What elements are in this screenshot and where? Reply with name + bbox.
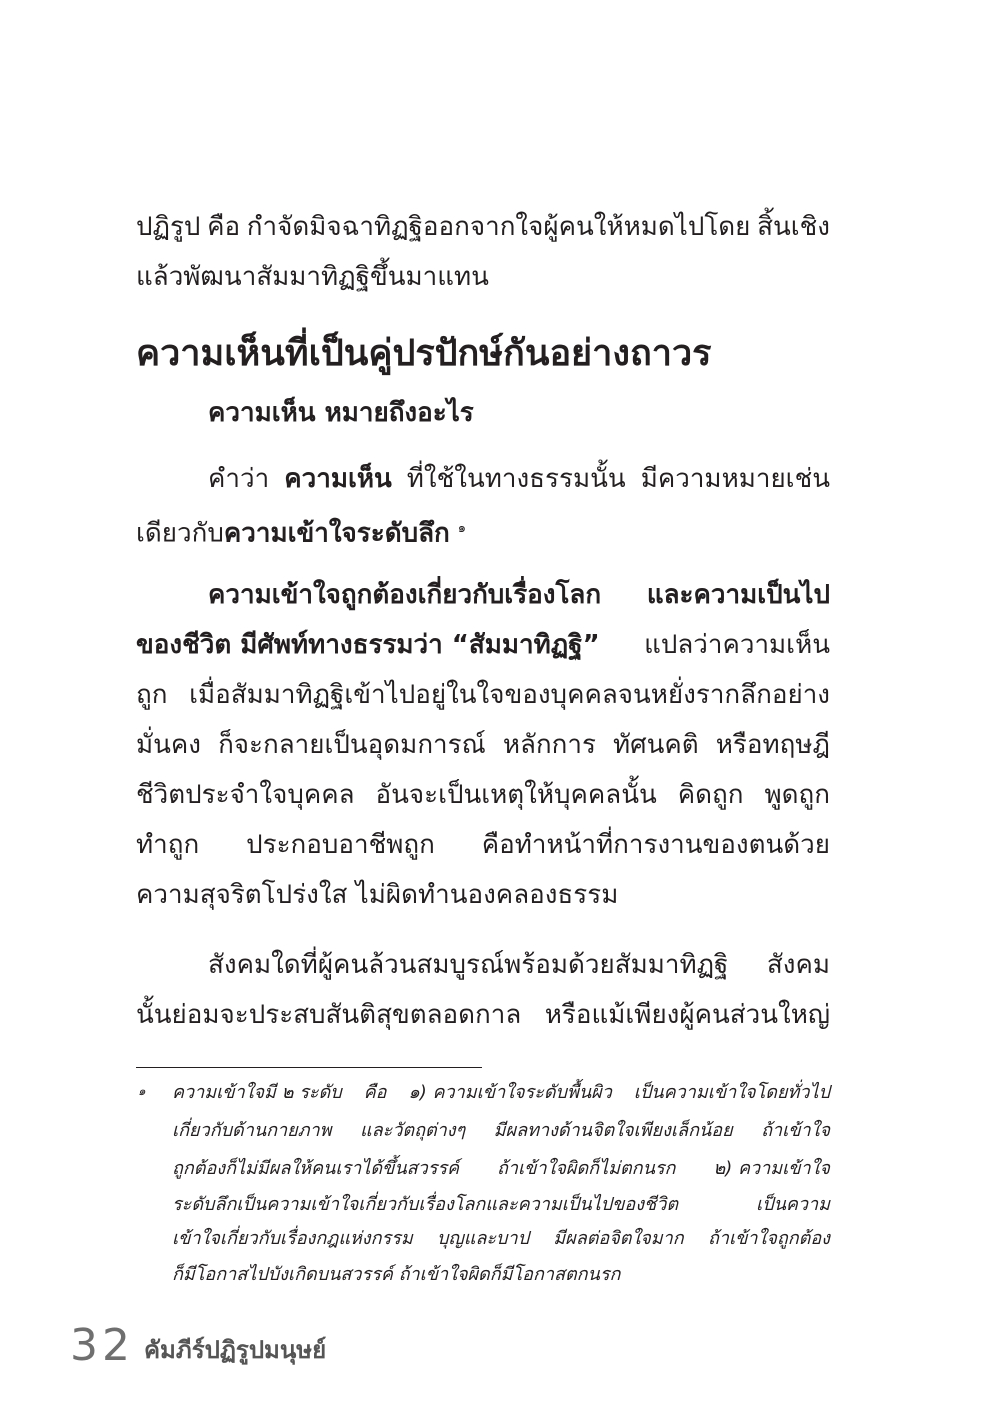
intro-line-2: แล้วพัฒนาสัมมาทิฏฐิขึ้นมาแทน	[136, 262, 489, 292]
para1-line-1	[136, 458, 830, 500]
text-segment: ประกอบอาชีพถูก	[246, 830, 435, 860]
text-segment: อันจะเป็นเหตุให้บุคคลนั้น	[375, 780, 657, 810]
text-segment: เป็นความ	[755, 1194, 830, 1215]
footnote-line-3	[172, 1154, 830, 1184]
text-segment: ถูกต้องก็ไม่มีผลให้คนเราได้ขึ้นสวรรค์	[172, 1158, 460, 1179]
para2-line-4	[136, 724, 830, 766]
text-segment: มีความหมายเช่น	[640, 464, 830, 494]
text-segment: เมื่อสัมมาทิฏฐิเข้าไปอยู่ในใจของบุคคลจนหยั่งรากลึกอย่าง	[189, 680, 830, 710]
text-segment: ๑) ความเข้าใจระดับพื้นผิว	[408, 1082, 612, 1103]
text-segment: แปลว่าความเห็น	[644, 630, 830, 660]
text-segment: บุญและบาป	[436, 1228, 530, 1249]
text-segment: นั้นย่อมจะประสบสันติสุขตลอดกาล	[136, 1000, 522, 1030]
footnote-mark: ๑	[138, 1084, 146, 1098]
text-segment: ก็จะกลายเป็นอุดมการณ์	[218, 730, 486, 760]
text-segment: และความเป็นไป	[646, 580, 830, 610]
footnote-divider	[136, 1067, 482, 1068]
para1-line-2	[136, 508, 830, 555]
text-segment: หลักการ	[502, 730, 596, 760]
bold-term: ของชีวิต มีศัพท์ทางธรรมว่า “สัมมาทิฏฐิ”	[136, 630, 600, 660]
text-segment: ความเข้าใจถูกต้องเกี่ยวกับเรื่องโลก	[208, 580, 602, 610]
text-segment: คำว่า	[208, 464, 270, 494]
para2-line-7: ความสุจริตโปร่งใส ไม่ผิดทำนองคลองธรรม	[136, 880, 619, 910]
text-segment: หรือแม้เพียงผู้คนส่วนใหญ่	[544, 1000, 830, 1030]
text-segment: ถ้าเข้าใจถูกต้อง	[707, 1228, 830, 1249]
text-segment: เป็นความเข้าใจโดยทั่วไป	[633, 1082, 830, 1103]
text-segment: ชีวิตประจำใจบุคคล	[136, 780, 355, 810]
text-segment: มีผลทางด้านจิตใจเพียงเล็กน้อย	[493, 1120, 733, 1141]
para2-line-3	[136, 674, 830, 716]
footnote-line-6: ก็มีโอกาสไปบังเกิดบนสวรรค์ ถ้าเข้าใจผิดก็มีโอกาสตกนรก	[172, 1264, 621, 1285]
text-segment: ปฏิรูป	[136, 212, 201, 242]
para3-line-2	[136, 994, 830, 1036]
page-number: 32	[70, 1320, 134, 1371]
text-segment: พูดถูก	[764, 780, 830, 810]
text-segment: คือ	[207, 212, 241, 242]
para2-line-2	[136, 624, 830, 666]
footnote-reference[interactable]: ๑	[457, 521, 467, 536]
section-subheading: ความเห็น หมายถึงอะไร	[208, 398, 474, 428]
text-segment: ๒) ความเข้าใจ	[713, 1158, 830, 1179]
text-segment: และวัตถุต่างๆ	[359, 1120, 466, 1141]
footnote-line-1	[172, 1078, 830, 1108]
para2-line-5	[136, 774, 830, 816]
para2-line-1	[136, 574, 830, 616]
text-segment: คิดถูก	[677, 780, 744, 810]
text-segment: ที่ใช้ในทางธรรมนั้น	[406, 464, 626, 494]
text-segment: เดียวกับ	[136, 518, 224, 549]
text-segment: สังคม	[766, 950, 830, 980]
text-segment: คือทำหน้าที่การงานของตนด้วย	[481, 830, 830, 860]
footnote-line-4	[172, 1190, 830, 1220]
footnote-line-5	[172, 1224, 830, 1254]
text-segment: ความเข้าใจมี ๒ ระดับ	[172, 1082, 342, 1103]
section-heading: ความเห็นที่เป็นคู่ปรปักษ์กันอย่างถาวร	[136, 333, 712, 374]
bold-term: ความเข้าใจระดับลึก	[223, 518, 450, 549]
text-segment: มีผลต่อจิตใจมาก	[553, 1228, 684, 1249]
text-segment: กำจัดมิจฉาทิฏฐิออกจากใจผู้คนให้หมดไปโดย	[246, 212, 751, 242]
text-segment: เกี่ยวกับด้านกายภาพ	[172, 1120, 332, 1141]
text-segment: ระดับลึกเป็นความเข้าใจเกี่ยวกับเรื่องโลกและความเป็นไปของชีวิต	[172, 1194, 679, 1215]
text-segment: ถ้าเข้าใจผิดก็ไม่ตกนรก	[497, 1158, 676, 1179]
text-segment: หรือทฤษฎี	[715, 730, 830, 760]
para2-line-6	[136, 824, 830, 866]
bold-term: ความเห็น	[284, 464, 392, 494]
text-segment: สิ้นเชิง	[757, 212, 830, 242]
text-segment: มั่นคง	[136, 730, 201, 760]
para3-line-1	[136, 944, 830, 986]
text-segment: ทำถูก	[136, 830, 200, 860]
text-segment: ทัศนคติ	[613, 730, 699, 760]
text-segment: ถ้าเข้าใจ	[761, 1120, 830, 1141]
text-segment: ถูก	[136, 680, 168, 710]
text-segment: คือ	[363, 1082, 387, 1103]
intro-line-1	[136, 206, 830, 248]
text-segment: เข้าใจเกี่ยวกับเรื่องกฎแห่งกรรม	[172, 1228, 413, 1249]
footnote-line-2	[172, 1116, 830, 1146]
text-segment: สังคมใดที่ผู้คนล้วนสมบูรณ์พร้อมด้วยสัมมาทิฏฐิ	[208, 950, 729, 980]
book-title: คัมภีร์ปฏิรูปมนุษย์	[144, 1336, 327, 1364]
